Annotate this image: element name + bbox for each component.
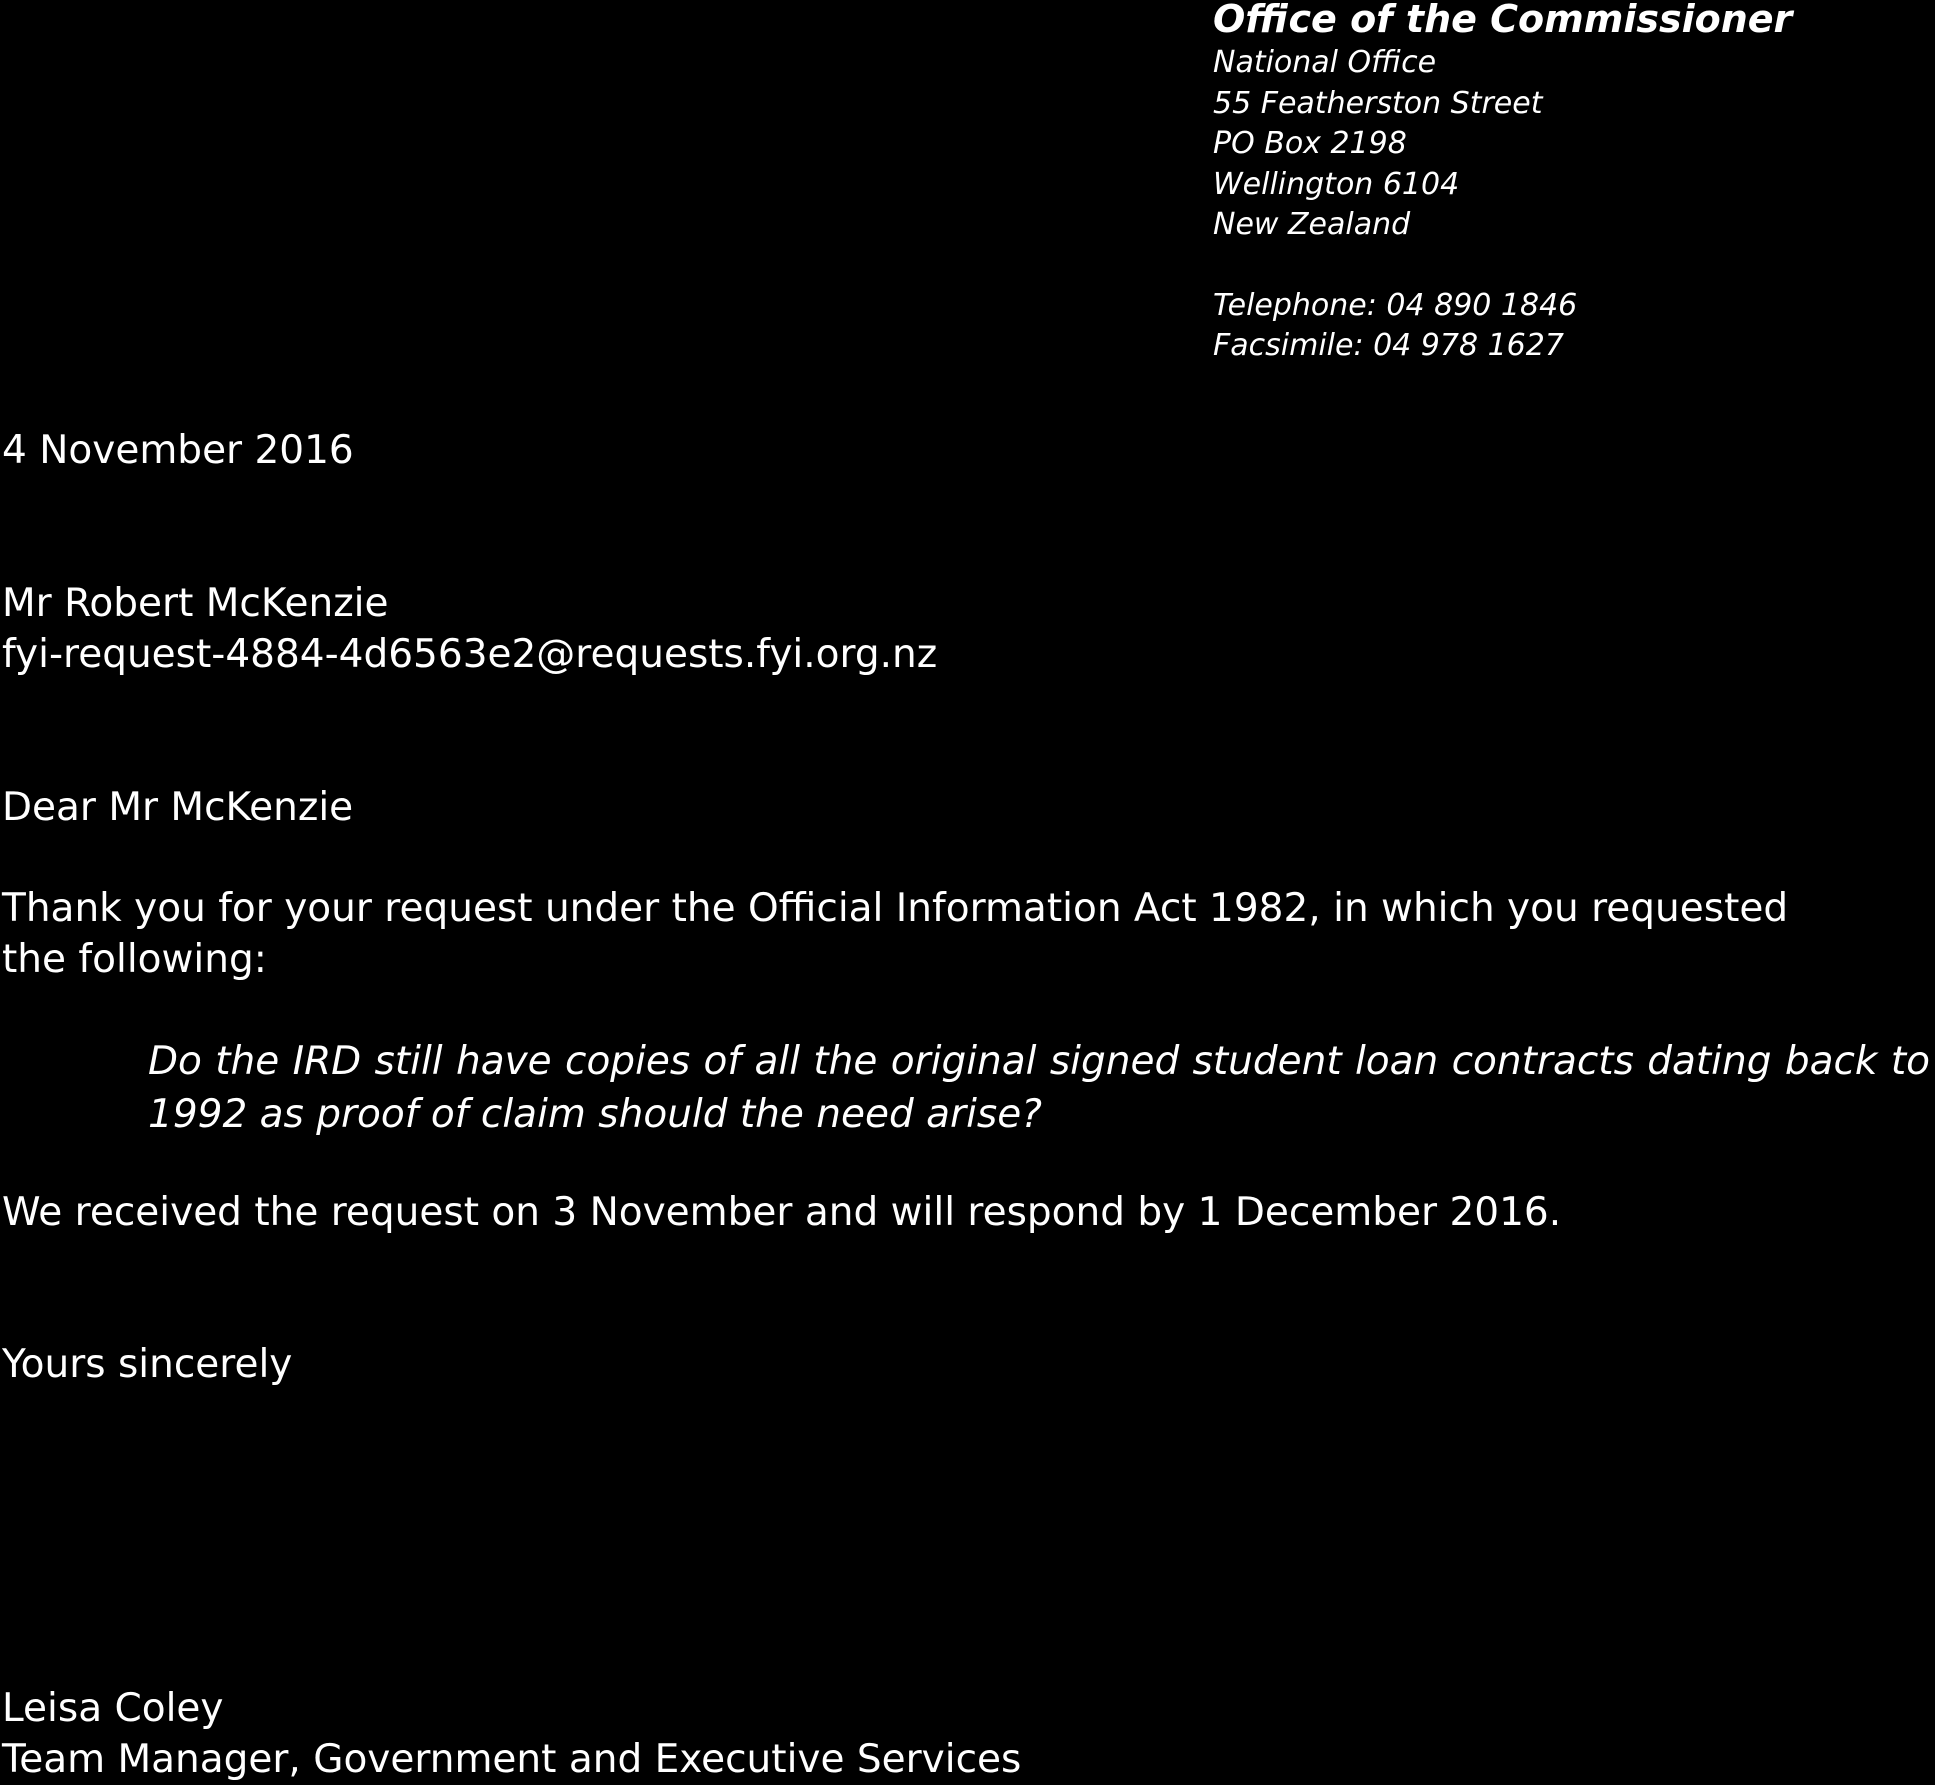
address-block xyxy=(1213,43,1913,246)
intro-paragraph xyxy=(2,883,1934,985)
quoted-request: Do the IRD still have copies of all the original signed student loan contracts dating back to 1992 as proof of claim should the need arise? xyxy=(148,1039,1930,1137)
address-line-street: 55 Featherston Street xyxy=(1213,85,1543,121)
office-title: Office of the Commissioner xyxy=(1213,0,1793,41)
signature-block xyxy=(2,1683,1021,1785)
recipient-name: Mr Robert McKenzie xyxy=(2,581,389,626)
letterhead xyxy=(1213,0,1913,367)
salutation: Dear Mr McKenzie xyxy=(2,785,354,830)
address-line-office: National Office xyxy=(1213,45,1437,80)
closing: Yours sincerely xyxy=(2,1342,293,1387)
intro-line-1: Thank you for your request under the Official Information Act 1982, in which you requested xyxy=(2,886,1789,931)
recipient-block xyxy=(2,578,937,680)
signer-title: Team Manager, Government and Executive Services xyxy=(2,1737,1022,1782)
recipient-email: fyi-request-4884-4d6563e2@requests.fyi.org.nz xyxy=(2,632,938,677)
address-line-po-box: PO Box 2198 xyxy=(1213,126,1407,161)
facsimile: Facsimile: 04 978 1627 xyxy=(1213,328,1564,363)
address-line-country: New Zealand xyxy=(1213,207,1411,242)
telephone: Telephone: 04 890 1846 xyxy=(1213,287,1578,323)
contact-block xyxy=(1213,286,1913,367)
letter-date: 4 November 2016 xyxy=(2,428,354,473)
intro-line-2: the following: xyxy=(2,937,267,982)
address-line-city: Wellington 6104 xyxy=(1213,166,1460,202)
received-paragraph: We received the request on 3 November and will respond by 1 December 2016. xyxy=(2,1190,1562,1235)
signer-name: Leisa Coley xyxy=(2,1686,224,1731)
